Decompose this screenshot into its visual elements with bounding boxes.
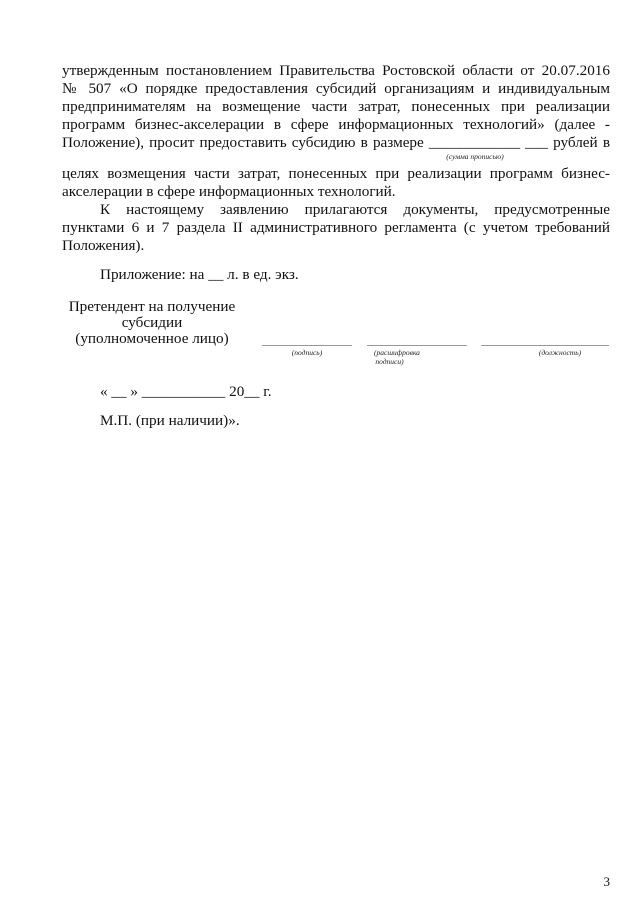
paragraph1-line-7: акселерации в сфере информационных технологий.: [62, 183, 396, 200]
attachment-line: Приложение: на __ л. в ед. экз.: [100, 266, 299, 283]
page-number: 3: [603, 874, 610, 889]
paragraph1-line-5: Положение), просит предоставить субсидию в размере ____________ ___ рублей в: [62, 134, 610, 151]
paragraph1-line-6: целях возмещения части затрат, понесенных при реализации программ бизнес-: [62, 165, 610, 182]
paragraph2-line-3: Положения).: [62, 237, 145, 254]
applicant-line-3: (уполномоченное лицо): [75, 330, 229, 347]
decode-caption-1: (расшифровка: [374, 348, 420, 357]
signature-decode-line: [367, 345, 467, 346]
applicant-line-1: Претендент на получение: [68, 298, 236, 315]
applicant-line-2: субсидии: [121, 314, 183, 331]
date-line: « __ » ___________ 20__ г.: [100, 383, 272, 400]
paragraph1-line-1: утвержденным постановлением Правительства Ростовской области от 20.07.2016: [62, 62, 610, 79]
paragraph2-line-1: К настоящему заявлению прилагаются документы, предусмотренные: [100, 201, 610, 218]
paragraph2-line-2: пунктами 6 и 7 раздела II административного регламента (с учетом требований: [62, 219, 610, 236]
paragraph1-line-2: № 507 «О порядке предоставления субсидий организациям и индивидуальным: [62, 80, 610, 97]
applicant-block: [62, 299, 242, 347]
position-caption: (должность): [538, 348, 582, 357]
paragraph1-line-3: предпринимателям на возмещение части затрат, понесенных при реализации: [62, 98, 610, 115]
stamp-line: М.П. (при наличии)».: [100, 412, 240, 429]
paragraph1-line-4: программ бизнес-акселерации в сфере информационных технологий» (далее -: [62, 116, 610, 133]
amount-caption: (сумма прописью): [446, 152, 504, 161]
decode-caption-2: подписи): [375, 357, 404, 366]
position-line: [481, 345, 609, 346]
signature-caption: (подпись): [291, 348, 323, 357]
signature-line: [262, 345, 352, 346]
